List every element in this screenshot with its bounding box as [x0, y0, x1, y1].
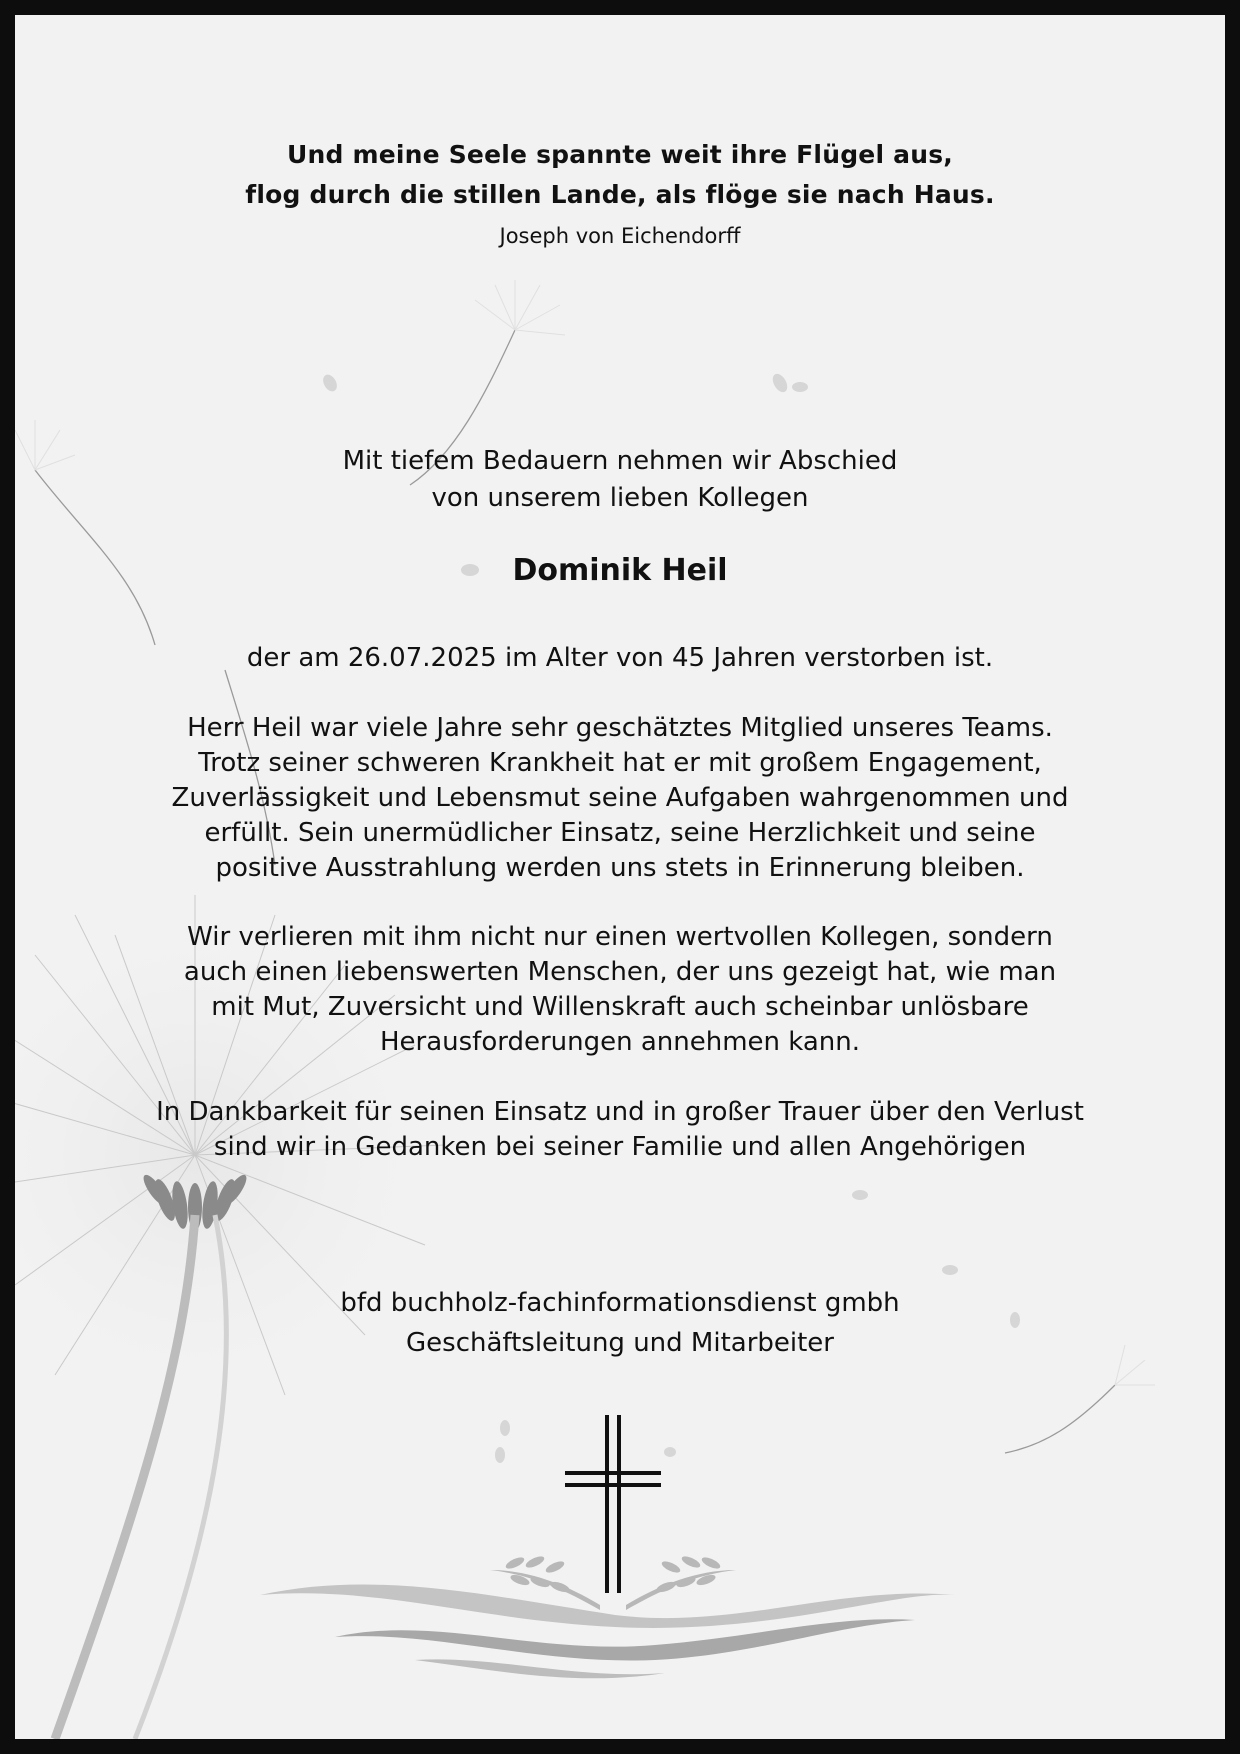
paragraph-line: erfüllt. Sein unermüdlicher Einsatz, seine Herzlichkeit und seine [204, 818, 1036, 848]
intro-line-2: von unserem lieben Kollegen [431, 483, 809, 513]
quote-author: Joseph von Eichendorff [499, 224, 741, 248]
paragraph-line: Herr Heil war viele Jahre sehr geschätztes Mitglied unseres Teams. [187, 713, 1053, 743]
paragraph-line: sind wir in Gedanken bei seiner Familie und allen Angehörigen [213, 1132, 1027, 1162]
paragraph-line: In Dankbarkeit für seinen Einsatz und in großer Trauer über den Verlust [156, 1097, 1084, 1127]
quote-line-2: flog durch die stillen Lande, als flöge sie nach Haus. [245, 180, 995, 209]
quote-line-1: Und meine Seele spannte weit ihre Flügel aus, [287, 140, 953, 169]
intro-line-1: Mit tiefem Bedauern nehmen wir Abschied [342, 446, 898, 476]
sender-team: Geschäftsleitung und Mitarbeiter [406, 1328, 834, 1358]
paragraph-line: Trotz seiner schweren Krankheit hat er mit großem Engagement, [198, 748, 1042, 778]
sender-company: bfd buchholz-fachinformationsdienst gmbh [340, 1288, 900, 1318]
paragraph-line: auch einen liebenswerten Menschen, der uns gezeigt hat, wie man [183, 957, 1057, 987]
paragraph-line: Zuverlässigkeit und Lebensmut seine Aufgaben wahrgenommen und [171, 783, 1069, 813]
paragraph-line: positive Ausstrahlung werden uns stets in Erinnerung bleiben. [215, 853, 1025, 883]
paragraph-line: mit Mut, Zuversicht und Willenskraft auch scheinbar unlösbare [211, 992, 1029, 1022]
paragraph-line: Wir verlieren mit ihm nicht nur einen wertvollen Kollegen, sondern [187, 922, 1053, 952]
death-notice: der am 26.07.2025 im Alter von 45 Jahren verstorben ist. [246, 643, 994, 673]
paragraph-line: Herausforderungen annehmen kann. [379, 1027, 861, 1057]
memorial-ornament [15, 15, 1225, 1739]
obituary-card [15, 15, 1225, 1739]
wave-ornament [260, 1585, 955, 1679]
deceased-name: Dominik Heil [512, 553, 728, 588]
cross-icon [565, 1415, 661, 1593]
